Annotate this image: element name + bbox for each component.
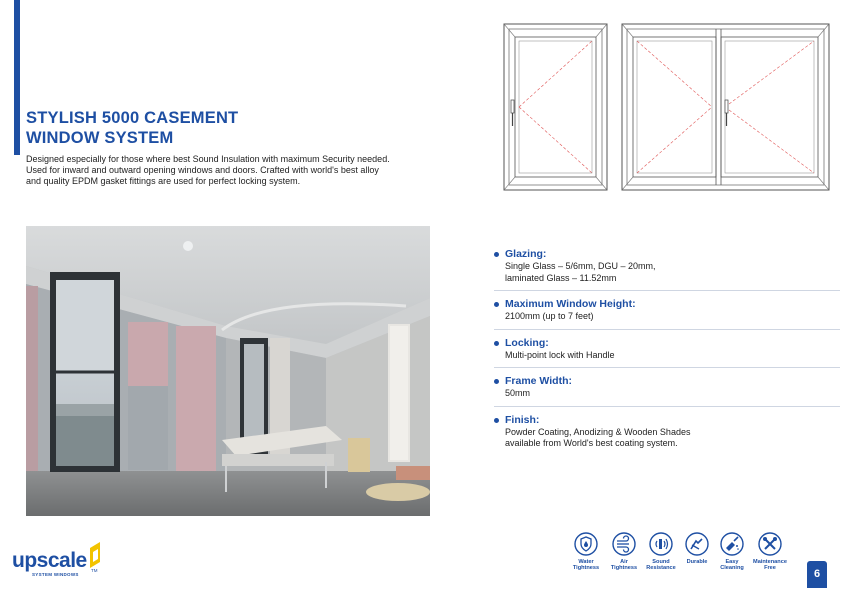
feature-water-tightness <box>566 532 606 572</box>
logo-mark-icon <box>88 542 102 568</box>
spec-list <box>494 248 840 463</box>
intro-line: and quality EPDM gasket fittings are used for perfect locking system. <box>26 176 301 187</box>
accent-bar <box>14 0 20 155</box>
intro-line: Used for inward and outward opening windows and doors. Crafted with world's best alloy <box>26 165 379 176</box>
bullet-icon <box>494 379 499 384</box>
water-drop-shield-icon <box>574 532 598 556</box>
spec-value: 2100mm (up to 7 feet) <box>505 311 594 321</box>
spec-label: Frame Width: <box>505 375 572 387</box>
feature-label: Cleaning <box>720 565 744 572</box>
page-title <box>26 108 238 148</box>
window-elevation-drawings <box>500 20 840 195</box>
spec-value: available from World's best coating system. <box>505 438 678 448</box>
feature-label: Resistance <box>646 565 676 572</box>
bullet-icon <box>494 341 499 346</box>
sound-waves-icon <box>649 532 673 556</box>
brand-logo <box>12 540 112 580</box>
spec-label: Locking: <box>505 336 549 349</box>
room-photo <box>26 226 430 516</box>
feature-label: Air <box>620 559 628 565</box>
feature-air-tightness <box>604 532 644 572</box>
cleaning-icon <box>720 532 744 556</box>
feature-sound-resistance <box>641 532 681 572</box>
spec-value: Single Glass – 5/6mm, DGU – 20mm, <box>505 261 656 271</box>
feature-label: Sound <box>652 559 670 565</box>
bullet-icon <box>494 302 499 307</box>
spec-item <box>494 414 840 456</box>
spec-label: Finish: <box>505 413 540 426</box>
double-sash-drawing <box>622 24 829 190</box>
feature-label: Easy <box>725 559 739 565</box>
feature-label: Tightness <box>610 565 638 572</box>
spec-value: laminated Glass – 11.52mm <box>505 272 617 283</box>
page-number: 6 <box>807 561 827 588</box>
spec-item <box>494 248 840 291</box>
intro-paragraph <box>26 154 446 188</box>
spec-item <box>494 298 840 330</box>
spec-label: Glazing: <box>505 248 547 260</box>
feature-label: Durable <box>686 559 708 565</box>
title-line: WINDOW SYSTEM <box>26 129 174 147</box>
feature-durable <box>677 532 717 565</box>
feature-label: Tightness <box>572 565 600 572</box>
wrench-icon <box>758 532 782 556</box>
spec-item <box>494 337 840 369</box>
brand-tagline: SYSTEM WINDOWS <box>32 572 79 577</box>
brand-tm: TM <box>91 568 98 573</box>
bullet-icon <box>494 252 499 257</box>
spec-label: Maximum Window Height: <box>505 298 636 310</box>
spec-value: 50mm <box>505 388 531 398</box>
spec-item <box>494 375 840 407</box>
single-sash-drawing <box>504 24 607 190</box>
spec-value: Powder Coating, Anodizing & Wooden Shades <box>505 426 691 437</box>
feature-label: Water <box>578 559 594 565</box>
intro-line: Designed especially for those where best Sound Insulation with maximum Security needed. <box>26 154 390 164</box>
feature-icons <box>566 532 806 580</box>
feature-easy-cleaning <box>712 532 752 572</box>
brand-name: upscale <box>12 549 87 572</box>
feature-label: Maintenance <box>753 559 787 565</box>
bullet-icon <box>494 418 499 423</box>
strength-icon <box>685 532 709 556</box>
feature-label: Free <box>764 565 776 572</box>
title-line: STYLISH 5000 CASEMENT <box>26 109 239 127</box>
spec-value: Multi-point lock with Handle <box>505 349 615 360</box>
wind-icon <box>612 532 636 556</box>
feature-maintenance-free <box>750 532 790 572</box>
